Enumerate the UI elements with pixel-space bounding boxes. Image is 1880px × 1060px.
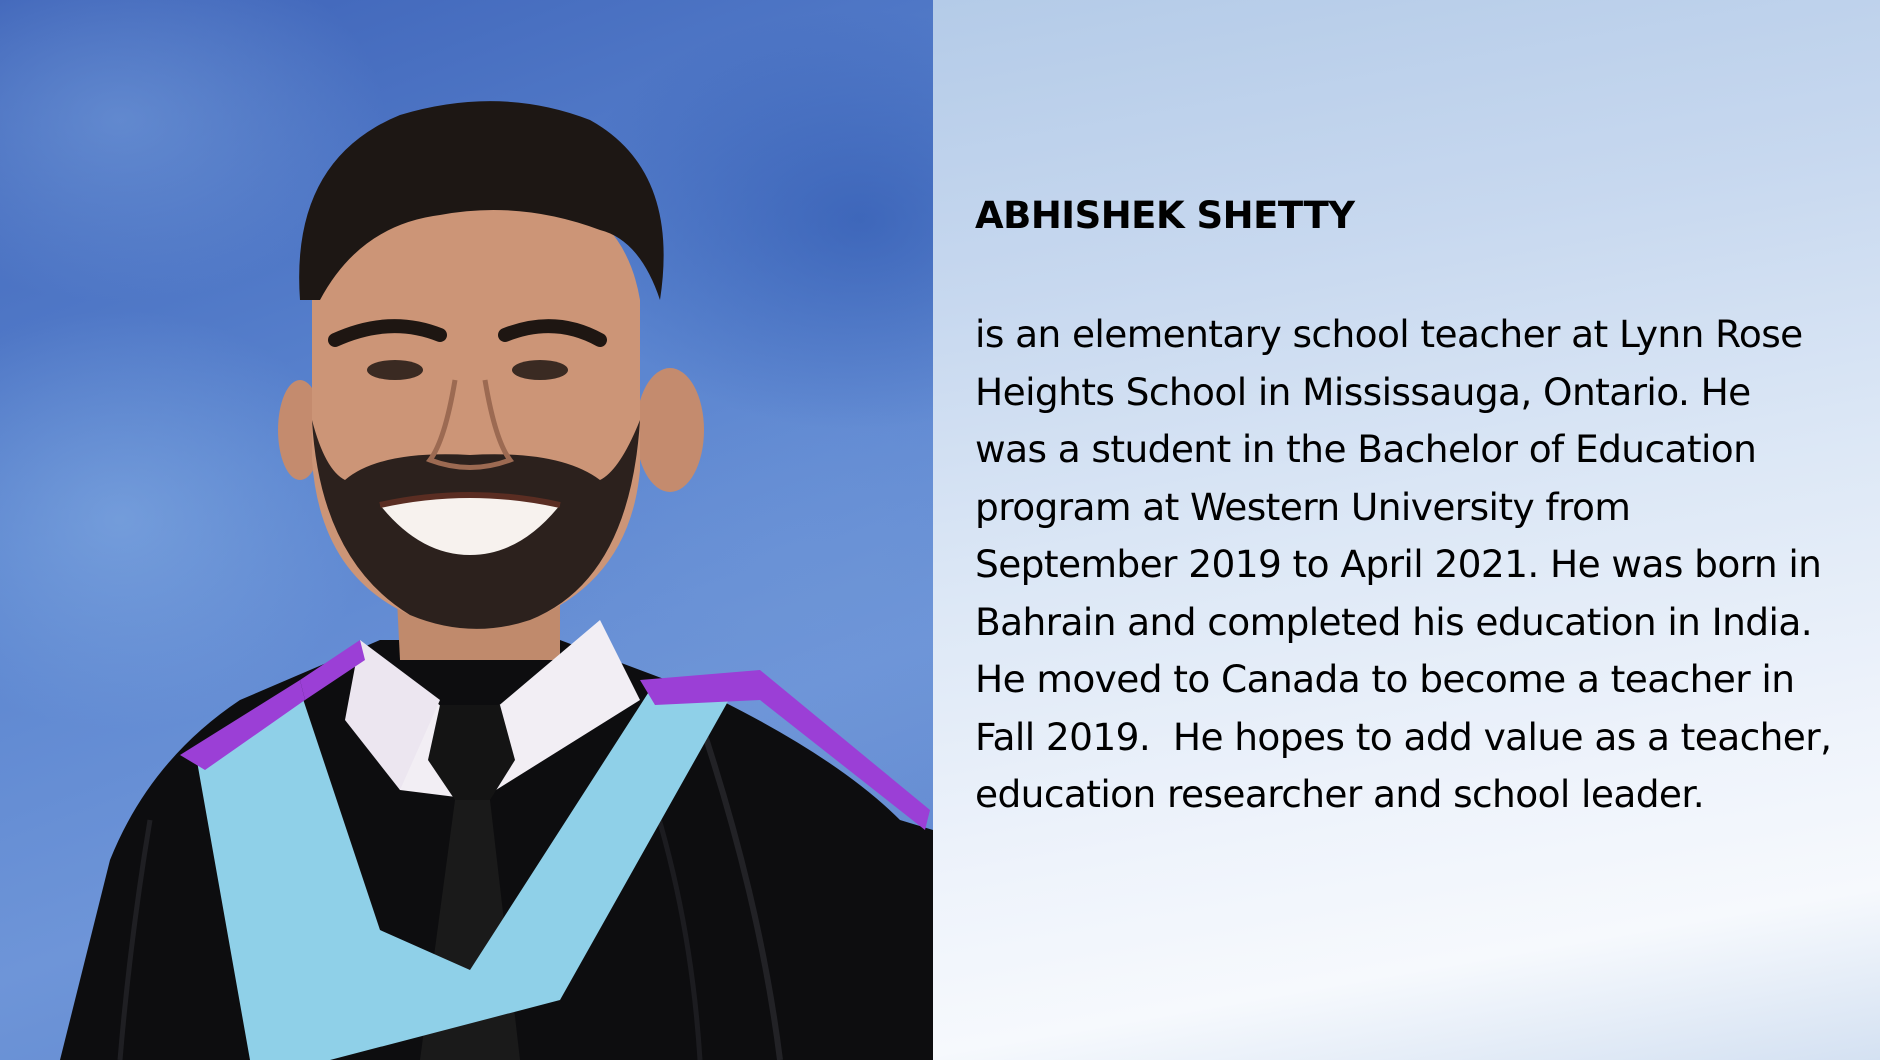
bio-line: Heights School in Mississauga, Ontario. He — [975, 369, 1751, 414]
bio-panel — [933, 0, 1880, 1060]
graduate-portrait-illustration — [0, 0, 933, 1060]
portrait-photo — [0, 0, 933, 1060]
person-name: ABHISHEK SHETTY — [975, 194, 1355, 237]
bio-line: education researcher and school leader. — [975, 772, 1705, 816]
bio-line: Fall 2019. He hopes to add value as a teacher, — [975, 714, 1832, 759]
bio-line: He moved to Canada to become a teacher in — [975, 657, 1795, 701]
bio-line: program at Western University from — [975, 484, 1631, 529]
bio-line: September 2019 to April 2021. He was born in — [975, 542, 1822, 586]
bio-paragraph — [975, 306, 1855, 824]
bio-line: Bahrain and completed his education in India. — [975, 599, 1813, 644]
bio-line: is an elementary school teacher at Lynn Rose — [975, 312, 1803, 356]
bio-line: was a student in the Bachelor of Education — [975, 427, 1757, 471]
